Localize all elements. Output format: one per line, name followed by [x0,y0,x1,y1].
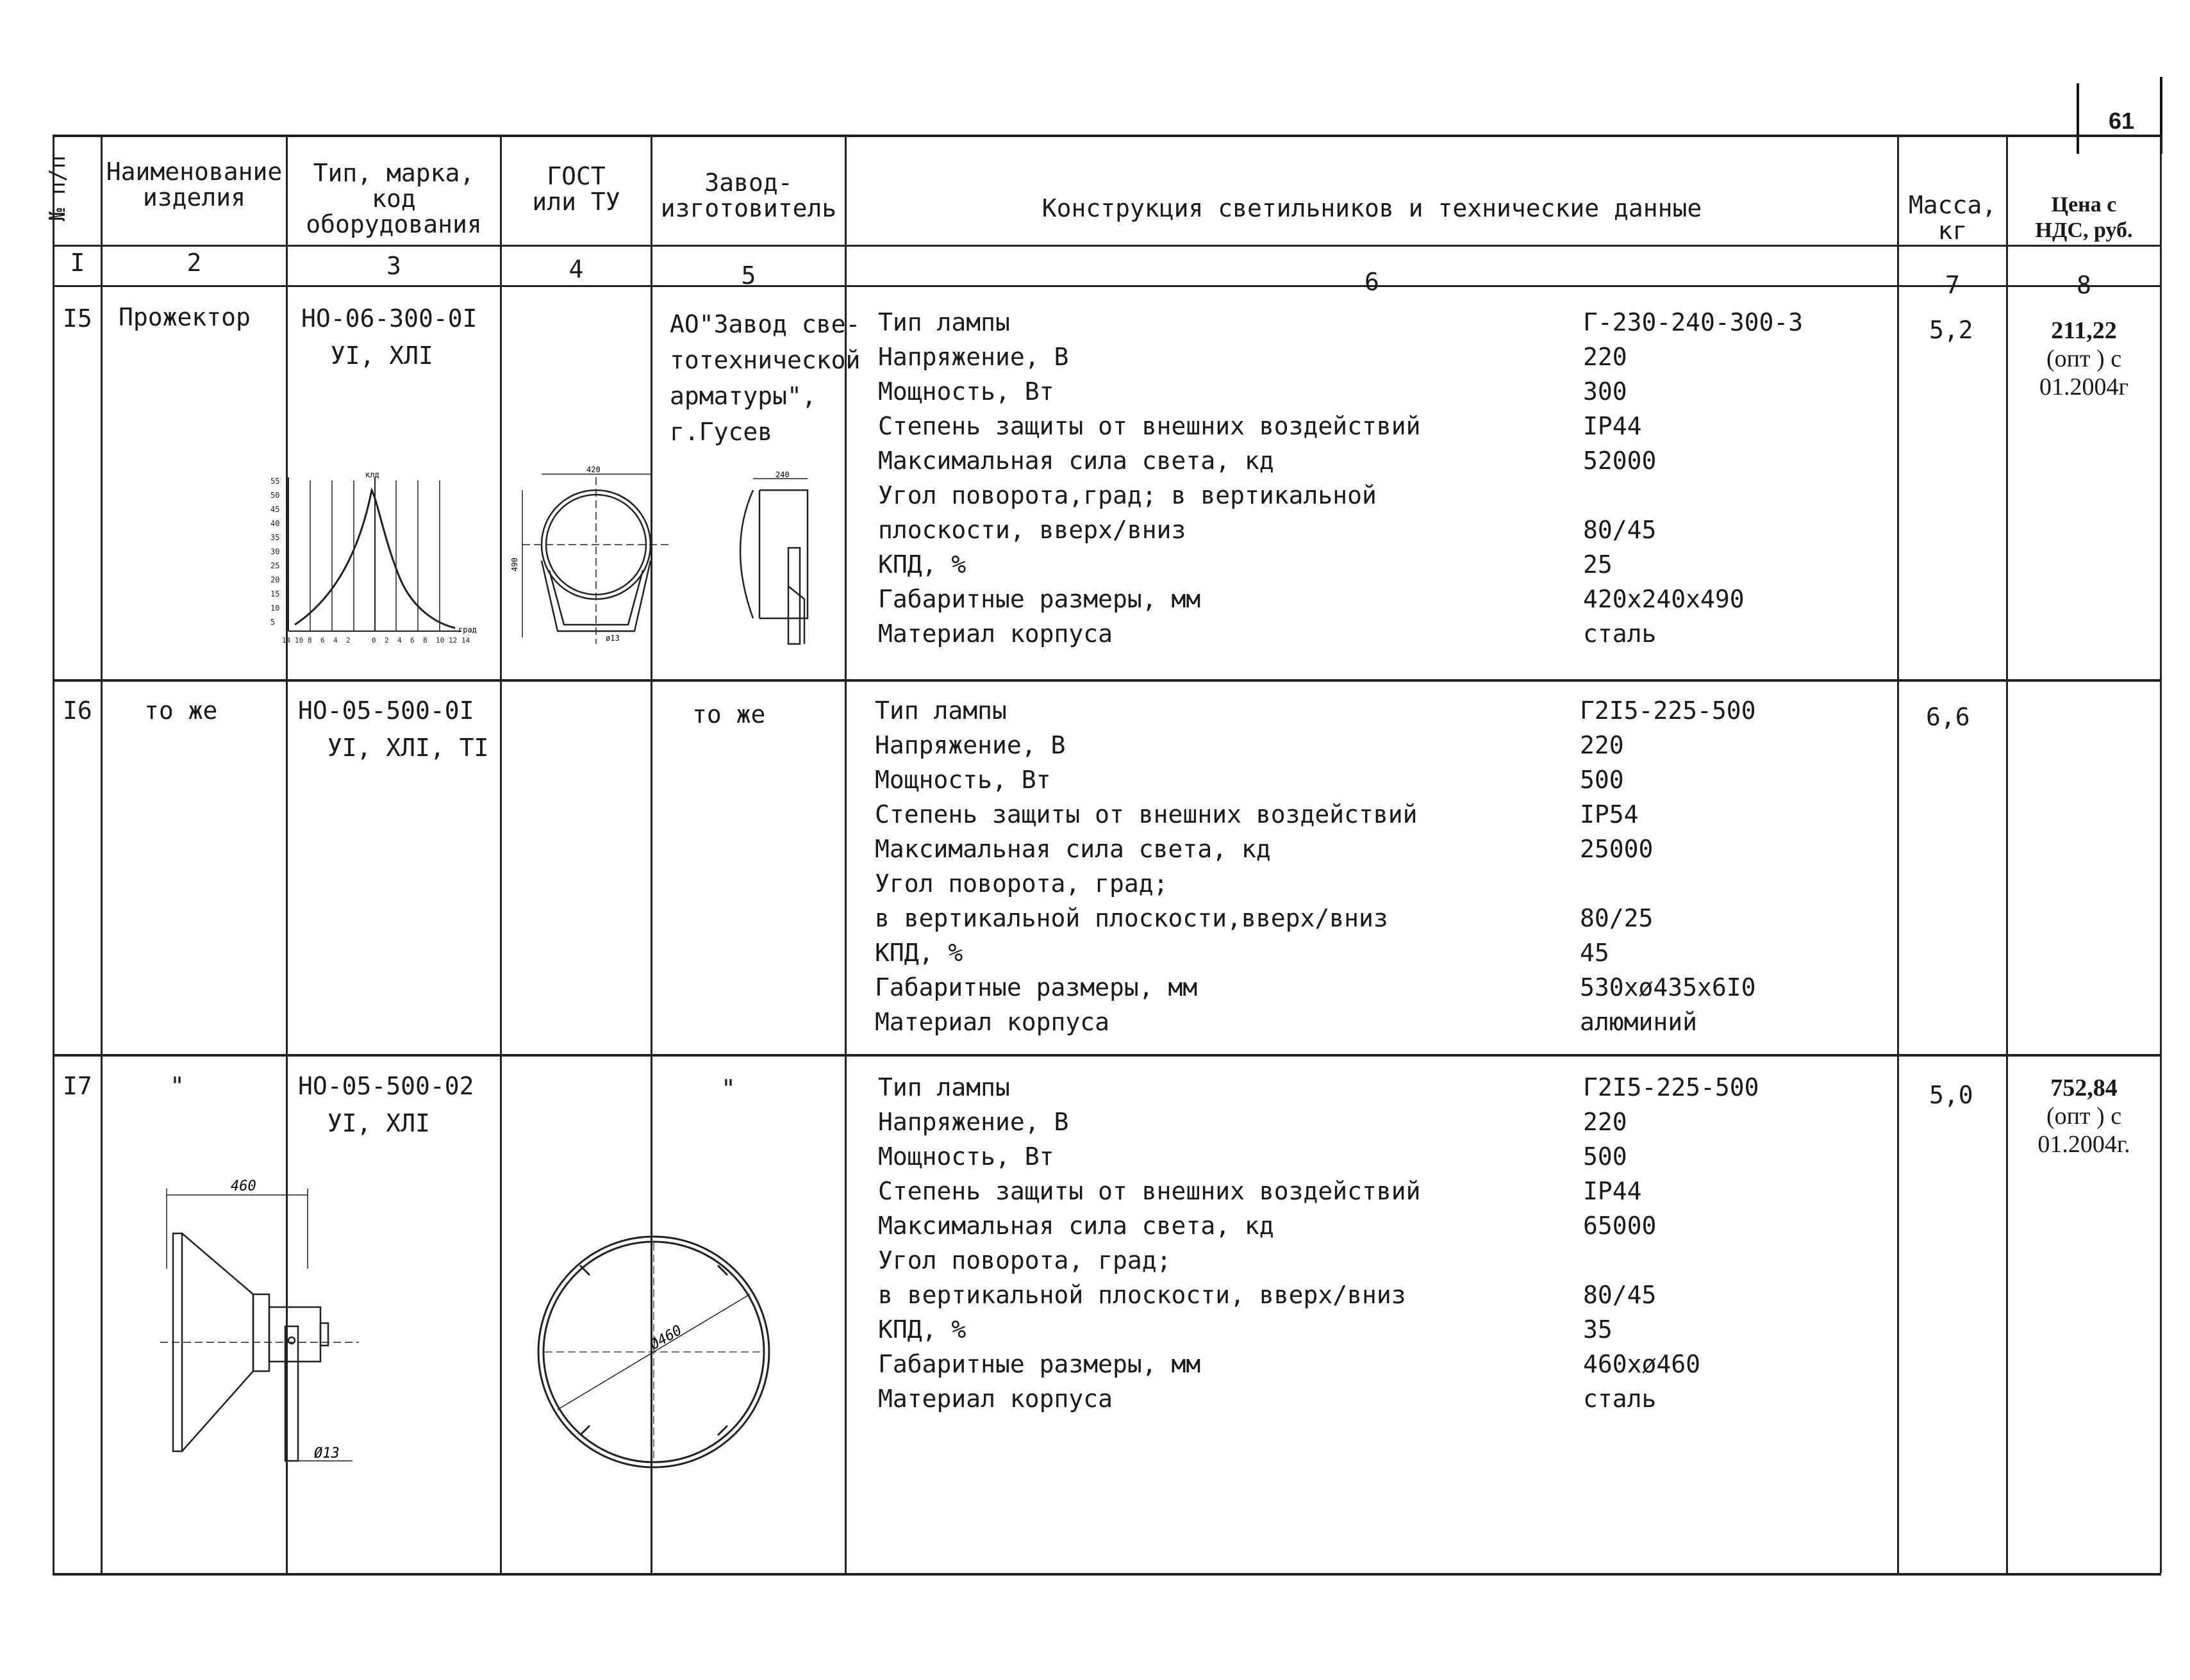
spec-key: Габаритные размеры, мм [878,585,1201,613]
front-width-label: 420 [586,465,601,474]
row-name: то же [144,696,218,725]
spec-key: Материал корпуса [878,1385,1113,1413]
spec-key: Тип лампы [878,1073,1010,1101]
spec-row [878,1381,1759,1416]
spec-value: 220 [1580,731,1624,759]
spec-key: Напряжение, В [878,343,1069,371]
col-header-number: № п/п [45,155,71,221]
svg-text:5: 5 [270,618,276,627]
curve-y-ticks [270,477,279,627]
row-maker: " [721,1075,736,1103]
page-number-frame-left [2077,83,2079,154]
spec-key: Мощность, Вт [875,766,1051,794]
row-specs [875,693,1756,1039]
r17-diameter-label: Ø460 [647,1322,685,1354]
col-header-maker: Завод- изготовитель [660,169,837,222]
spec-row [878,1347,1759,1381]
projector-side-profile-drawing [147,1179,417,1474]
spec-row [875,832,1756,866]
spec-key: Степень защиты от внешних воздействий [878,1177,1421,1205]
spec-row [878,582,1803,616]
spec-value: 300 [1583,377,1627,406]
row-name: " [170,1072,185,1100]
svg-text:10: 10 [295,636,304,645]
spec-row [875,935,1756,970]
spec-key: Тип лампы [875,696,1007,725]
col-header-price: Цена с НДС, руб. [2035,193,2133,242]
curve-x-unit: град [458,625,477,634]
projector-side-view-drawing [724,471,840,657]
row-price [2008,700,2160,728]
spec-value: Г2I5-225-500 [1583,1073,1759,1101]
spec-value: 500 [1583,1142,1627,1171]
spec-value: Г2I5-225-500 [1580,696,1756,725]
spec-key: Напряжение, В [875,731,1066,759]
spec-value: 80/45 [1583,516,1657,544]
row-specs [878,305,1803,651]
front-hole-label: ø13 [606,634,620,643]
spec-key: Напряжение, В [878,1108,1069,1136]
svg-text:40: 40 [270,519,280,528]
spec-row [878,547,1803,582]
spec-value: 25 [1583,550,1613,579]
spec-key: Тип лампы [878,308,1010,336]
row-type-code: НО-05-500-0I УI, ХЛI, ТI [298,696,489,762]
spec-row [878,1278,1759,1312]
spec-row [878,1312,1759,1347]
spec-row [875,693,1756,728]
col-header-mass: Масса, кг [1908,191,1997,245]
spec-value: IP54 [1580,800,1639,828]
spec-row [878,1070,1759,1105]
spec-key: Степень защиты от внешних воздействий [878,412,1421,440]
spec-value: 25000 [1580,835,1654,863]
svg-text:25: 25 [270,561,280,570]
spec-value: 80/45 [1583,1281,1657,1309]
row-number: I6 [63,696,92,725]
svg-text:20: 20 [270,575,280,584]
row-specs [878,1070,1759,1416]
spec-row [875,728,1756,762]
projector-front-circle-drawing [532,1230,776,1474]
spec-key: Материал корпуса [875,1008,1110,1036]
spec-value: сталь [1583,1385,1657,1413]
spec-row [878,478,1803,513]
col-number-2: 2 [187,249,202,277]
spec-key: Максимальная сила света, кд [875,835,1271,863]
row-mass: 5,2 [1929,316,1973,344]
spec-key: Угол поворота, град; [878,1246,1172,1274]
col-number-7: 7 [1945,271,1960,299]
spec-key: Габаритные размеры, мм [878,1350,1201,1378]
spec-row [875,970,1756,1005]
spec-value: 52000 [1583,447,1657,475]
spec-value: 45 [1580,939,1609,967]
spec-row [878,1105,1759,1139]
spec-row [875,866,1756,901]
svg-text:55: 55 [270,477,280,486]
col-header-name: Наименование изделия [106,158,283,211]
page-number: 61 [2108,108,2135,134]
svg-text:35: 35 [270,533,280,542]
spec-row [878,1208,1759,1243]
spec-row [878,1139,1759,1174]
spec-value: 500 [1580,766,1624,794]
spec-row [875,762,1756,797]
svg-text:45: 45 [270,505,280,514]
svg-text:2: 2 [346,636,351,645]
spec-key: Угол поворота, град; [875,869,1168,898]
spec-key: в вертикальной плоскости, вверх/вниз [878,1281,1406,1309]
row-price [2008,317,2160,401]
row-price-value: 752,84 [2050,1075,2118,1101]
col-header-gost: ГОСТ или ТУ [532,162,620,216]
svg-text:2: 2 [385,636,389,645]
spec-value: алюминий [1580,1008,1698,1036]
row-price [2008,1074,2160,1158]
spec-row [875,1005,1756,1039]
spec-row [878,340,1803,374]
svg-text:4: 4 [333,636,338,645]
spec-value: сталь [1583,620,1657,648]
spec-row [878,513,1803,547]
spec-value: Г-230-240-300-3 [1583,308,1804,336]
spec-key: КПД, % [878,550,966,579]
svg-text:4: 4 [397,636,402,645]
spec-key: КПД, % [878,1315,966,1344]
spec-value: 420х240х490 [1583,585,1745,613]
spec-row [878,616,1803,651]
curve-x-ticks [282,636,470,645]
spec-row [878,1243,1759,1278]
row-maker: то же [692,700,766,729]
spec-row [875,901,1756,935]
spec-value: IP44 [1583,1177,1642,1205]
projector-front-view-drawing [510,465,676,657]
spec-value: 530хø435х6I0 [1580,973,1756,1001]
svg-text:10: 10 [270,604,280,613]
spec-row [875,797,1756,832]
spec-value: 220 [1583,343,1627,371]
row-type-code: НО-05-500-02 УI, ХЛI [298,1072,474,1137]
svg-text:50: 50 [270,491,280,500]
spec-key: Габаритные размеры, мм [875,973,1198,1001]
spec-row [878,374,1803,409]
spec-key: Степень защиты от внешних воздействий [875,800,1418,828]
svg-text:10: 10 [436,636,445,645]
svg-text:8: 8 [423,636,427,645]
svg-text:12: 12 [449,636,458,645]
row-price-value: 211,22 [2051,317,2117,344]
row-mass: 5,0 [1929,1081,1973,1109]
svg-text:6: 6 [320,636,325,645]
col-number-1: I [70,249,85,277]
spec-value: 80/25 [1580,904,1654,932]
col-number-4: 4 [568,255,584,283]
spec-key: Максимальная сила света, кд [878,447,1274,475]
spec-row [878,1174,1759,1208]
spec-key: в вертикальной плоскости,вверх/вниз [875,904,1388,932]
spec-value: 35 [1583,1315,1613,1344]
spec-key: КПД, % [875,939,963,967]
row-maker: АО"Завод све- тотехнической арматуры", г.Гусев [670,310,861,446]
front-height-label: 490 [510,557,519,572]
svg-text:14: 14 [461,636,470,645]
svg-text:30: 30 [270,547,280,556]
spec-key: Угол поворота,град; в вертикальной [878,481,1377,509]
r17-hole-label: Ø13 [314,1445,340,1462]
spec-value: 460хø460 [1583,1350,1701,1378]
spec-key: Мощность, Вт [878,377,1054,406]
row-mass: 6,6 [1926,703,1970,731]
spec-key: плоскости, вверх/вниз [878,516,1186,544]
col-number-6: 6 [1365,268,1379,296]
svg-text:8: 8 [308,636,312,645]
spec-value: 65000 [1583,1212,1657,1240]
col-number-3: 3 [386,252,401,280]
spec-value: 220 [1583,1108,1627,1136]
svg-text:14: 14 [282,636,291,645]
spec-row [878,409,1803,443]
spec-key: Материал корпуса [878,620,1113,648]
svg-text:6: 6 [410,636,415,645]
col-header-type: Тип, марка, код оборудования [306,159,482,238]
col-number-8: 8 [2077,271,2091,299]
svg-text:15: 15 [270,589,280,598]
row-type-code: НО-06-300-0I УI, ХЛI [301,304,477,370]
spec-row [878,443,1803,478]
light-distribution-curve-diagram [269,471,481,650]
curve-top-label: клд [365,471,379,479]
spec-row [878,305,1803,340]
row-number: I5 [63,304,92,333]
spec-key: Мощность, Вт [878,1142,1054,1171]
row-name: Прожектор [119,303,251,331]
col-header-construction: Конструкция светильников и технические данные [1041,194,1702,222]
svg-text:0: 0 [372,636,376,645]
spec-value: IP44 [1583,412,1642,440]
row-number: I7 [63,1072,92,1100]
row-price-note: (опт ) с 01.2004г [2039,345,2129,400]
col-number-5: 5 [741,261,756,290]
r17-side-width-label: 460 [231,1179,256,1194]
row-price-note: (опт ) с 01.2004г. [2037,1103,2130,1158]
side-width-label: 240 [776,471,790,479]
spec-key: Максимальная сила света, кд [878,1212,1274,1240]
